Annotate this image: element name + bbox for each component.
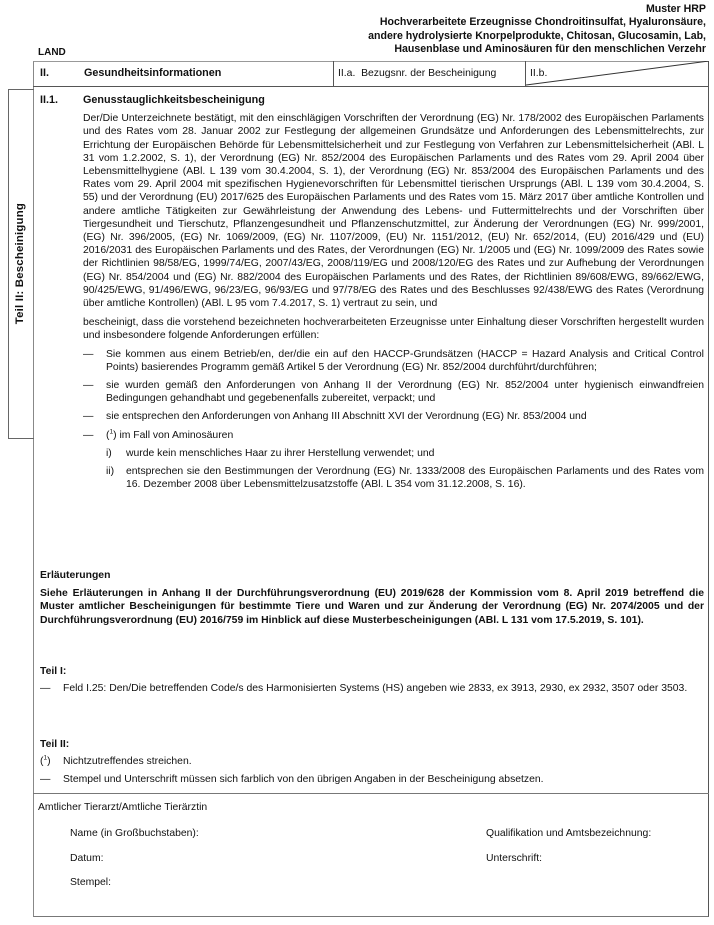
dash-bullet: — [83,411,94,423]
roman-marker: ii) [106,466,115,478]
diagonal-strike-icon [526,61,709,86]
part1-item [40,682,704,695]
document-header [246,3,706,57]
requirement-text: Sie kommen aus einem Betrieb/en, der/die ein auf den HACCP-Grundsätzen (HACCP = Hazard Analysis and Critical Control Points) basierendes Programm gemäß Artikel 5 der Verordnung (EG) Nr. 852/2004 durchführt/durchführen; [106,348,704,373]
notes-heading: Erläuterungen [40,570,111,581]
section-number: II. [40,66,49,79]
stamp-field-label[interactable]: Stempel: [70,877,112,888]
country-label: LAND [38,47,66,58]
dash-bullet: — [40,683,51,695]
notes-part1 [40,665,704,695]
notes-part2 [40,738,704,787]
footnote-ref[interactable]: 1 [109,428,114,436]
part2-item-text: Nichtzutreffendes streichen. [63,756,192,768]
signature-field-label[interactable]: Unterschrift: [486,853,543,864]
part2-heading: Teil II: [40,739,70,750]
qualification-field-label[interactable]: Qualifikation und Amtsbezeichnung: [486,828,652,839]
footnote-marker: ($^1$) [40,754,51,768]
section-title-cell [33,61,333,86]
iib-label: II.b. [530,67,548,79]
official-vet-title: Amtlicher Tierarzt/Amtliche Tierärztin [38,802,208,813]
signature-divider [33,793,709,794]
part1-heading: Teil I: [40,666,67,677]
part2-item [40,755,704,768]
amino-sub-item [83,465,704,491]
sub-item-text: wurde kein menschliches Haar zu ihrer Herstellung verwendet; und [126,447,435,459]
notes-body: Siehe Erläuterungen in Anhang II der Durchführungsverordnung (EU) 2019/628 der Kommission vom 8. April 2019 betreffend die Muster amtlicher Bescheinigungen für bestimmte Tiere und Waren und zur Änderung der Verordnung (EG) Nr. 2074/2005 und der Durchführungsverordnung (EU) 2016/759 im Hinblick auf diese Musterbescheinigungen (ABl. L 131 vom 17.5.2019, S. 101). [40,588,704,626]
section-title: Gesundheitsinformationen [84,66,222,79]
requirement-item [83,348,704,374]
date-field-label[interactable]: Datum: [70,853,104,864]
part2-item [40,773,704,786]
requirement-text: sie wurden gemäß den Anforderungen von Anhang II der Verordnung (EG) Nr. 852/2004 unter hygienisch einwandfreien Bedingungen gehandhabt und gegebenenfalls zubereitet, verpackt; und [106,380,704,405]
dash-bullet: — [83,380,94,392]
model-title: Muster HRP [645,3,706,15]
iib-field [525,61,708,86]
certificate-title: Genusstauglichkeitsbescheinigung [83,94,265,106]
dash-bullet: — [83,429,94,441]
name-field-label[interactable]: Name (in Großbuchstaben): [70,828,199,839]
header-subtitle-line: Hausenblase und Aminosäuren für den menschlichen Verzehr [394,43,706,56]
roman-marker: i) [106,447,112,459]
notes-section [40,569,704,627]
part1-item-text: Feld I.25: Den/Die betreffenden Code/s des Harmonisierten Systems (HS) angeben wie 2833, ex 3913, 2930, ex 2932, 3507 oder 3503. [63,683,688,695]
certificate-attestation: bescheinigt, dass die vorstehend bezeichneten hochverarbeiteten Erzeugnisse unter Einhaltung dieser Vorschriften hergestellt wurden und insbesondere folgende Anforderungen erfüllen: [83,317,704,342]
dash-bullet: — [83,348,94,360]
requirement-text: ($^1$) im Fall von Aminosäuren [106,428,234,441]
amino-sub-item [83,447,704,460]
header-subtitle-line: Hochverarbeitete Erzeugnisse Chondroitinsulfat, Hyaluronsäure, [379,16,706,29]
reference-number-label: II.a. Bezugsnr. der Bescheinigung [338,67,497,79]
sub-item-text: entsprechen sie den Bestimmungen der Verordnung (EG) Nr. 1333/2008 des Europäischen Parlaments und des Rates vom 16. Dezember 2008 über Lebensmittelzusatzstoffe (ABl. L 354 vom 31.12.2008, S. 16). [126,466,704,491]
side-label: Teil II: Bescheinigung [14,203,27,325]
requirement-item [83,429,704,442]
header-subtitle-line: andere hydrolysierte Knorpelprodukte, Chitosan, Glucosamin, Lab, [368,29,706,42]
reference-number-field[interactable] [333,61,525,86]
section-header-row [33,61,709,87]
certificate-intro: Der/Die Unterzeichnete bestätigt, mit den einschlägigen Vorschriften der Verordnung (EG) Nr. 178/2002 des Europäischen Parlaments und des Rates vom 28. Januar 2002 zur Festlegung der allgemeinen Grundsätze und Anforderungen des Lebensmittelrechts, zur Errichtung der Europäischen Behörde für Lebensmittelsicherheit und zur Festlegung von Verfahren zur Lebensmittelsicherheit (ABl. L 31 vom 1.2.2002, S. 1), der Verordnung (EG) Nr. 852/2004 des Europäischen Parlaments und des Rates vom 29. April 2004 über Lebensmittelhygiene (ABl. L 139 vom 30.4.2004, S. 1), der Verordnung (EG) Nr. 853/2004 des Europäischen Parlaments und des Rates vom 29. April 2004 mit spezifischen Hygienevorschriften für Lebensmittel tierischen Ursprungs (ABl. L 139 vom 30.4.2004, S. 55) und der Verordnung (EU) 2017/625 des Europäischen Parlaments und des Rates vom 15. März 2017 über amtliche Kontrollen und andere amtliche Tätigkeiten zur Gewährleistung der Anwendung des Lebens- und Futtermittelrechts und der Vorschriften über Tiergesundheit und Tierschutz, Pflanzengesundheit und Pflanzenschutzmittel, zur Änderung der Verordnungen (EG) Nr. 999/2001, (EG) Nr. 396/2005, (EG) Nr. 1069/2009, (EG) Nr. 1107/2009, (EU) Nr. 1151/2012, (EU) Nr. 652/2014, (EU) 2016/429 und (EU) 2016/2031 des Europäischen Parlaments und des Rates, der Verordnungen (EG) Nr. 1/2005 und (EG) Nr. 1099/2009 des Rates sowie der Richtlinien 98/58/EG, 1999/74/EG, 2007/43/EG, 2008/119/EG und 2008/120/EG des Rates und zur Aufhebung der Verordnungen (EG) Nr. 854/2004 und (EG) Nr. 882/2004 des Europäischen Parlaments und des Rates, der Richtlinien 89/608/EWG, 89/662/EWG, 90/425/EWG, 91/496/EWG, 96/23/EG, 96/93/EG und 97/78/EG des Rates und des Beschlusses 92/438/EWG des Rates (Verordnung über amtliche Kontrollen) (ABl. L 95 vom 7.4.2017, S. 1) vertraut zu sein, und [83,113,704,310]
dash-bullet: — [40,774,51,786]
requirement-item [83,410,704,423]
requirement-item [83,379,704,405]
requirement-text: sie entsprechen den Anforderungen von Anhang III Abschnitt XVI der Verordnung (EG) Nr. 853/2004 und [106,411,587,423]
certificate-number: II.1. [40,94,59,106]
part2-item-text: Stempel und Unterschrift müssen sich farblich von den übrigen Angaben in der Bescheinigung absetzen. [63,774,544,786]
